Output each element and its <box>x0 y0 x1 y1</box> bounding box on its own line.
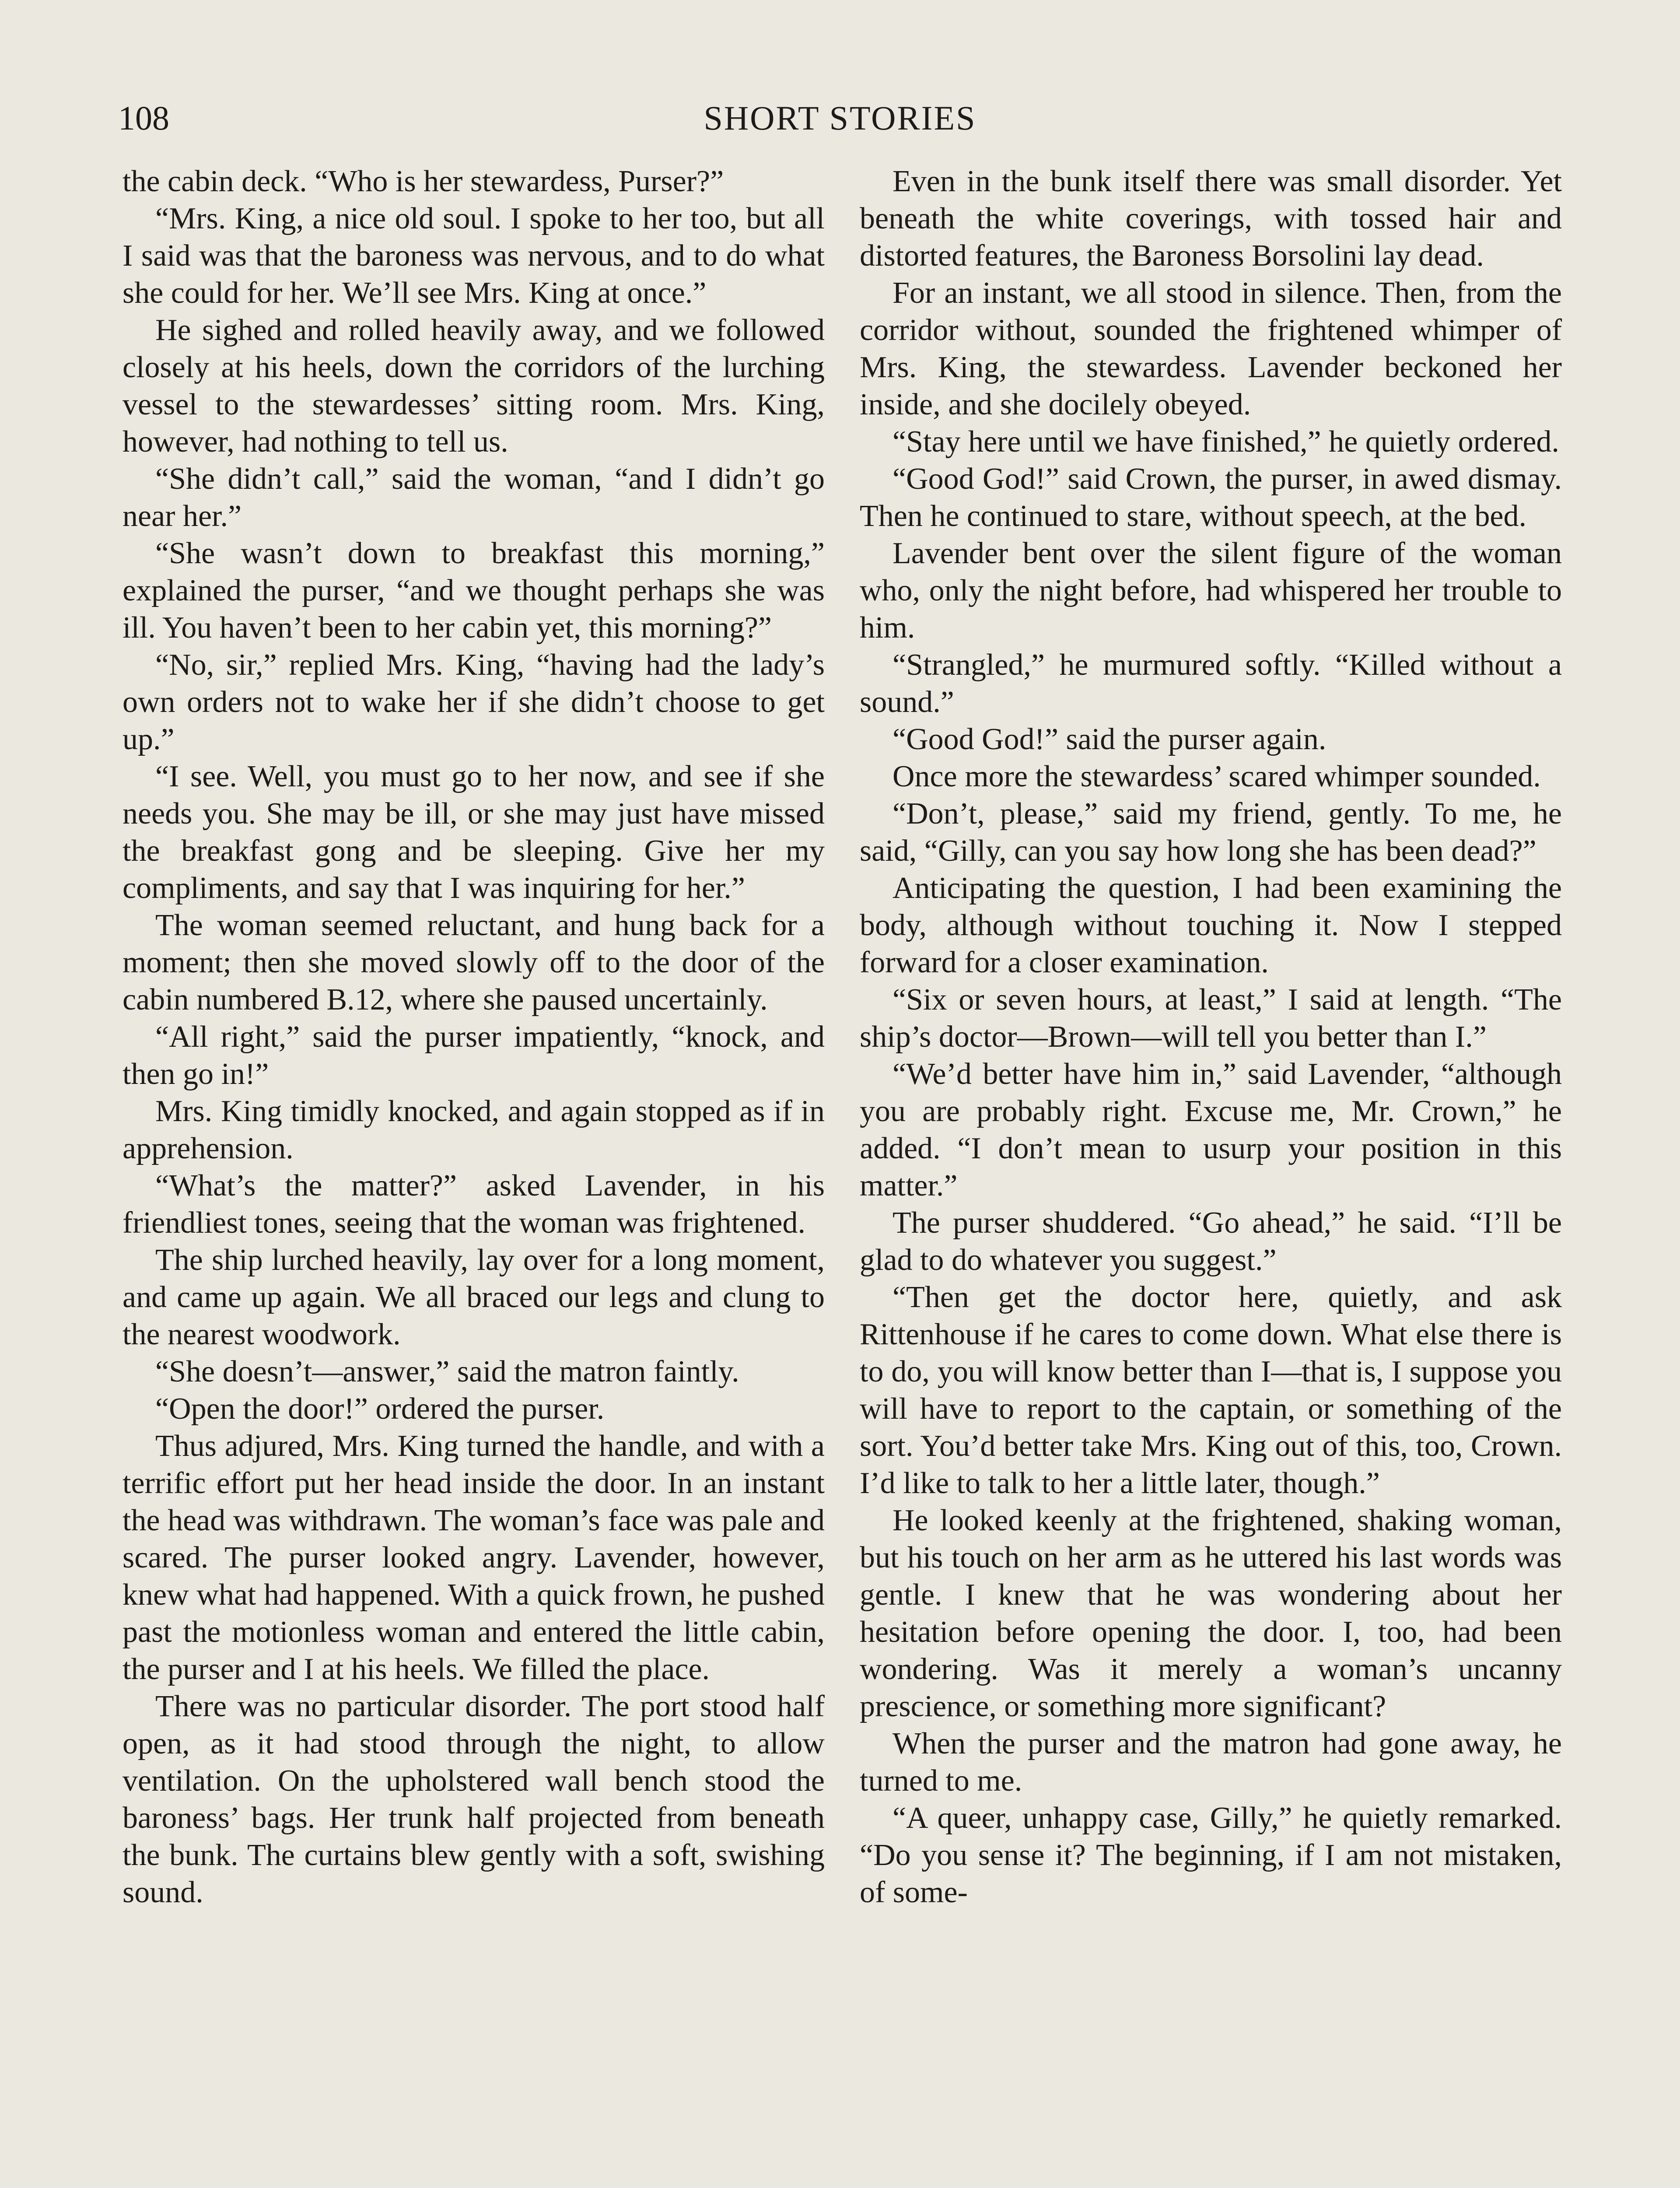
paragraph: Thus adjured, Mrs. King turned the handle, and with a terrific effort put her head inside the door. In an instant the head was withdrawn. The woman’s face was pale and scared. The purser looked angry. Lavender, however, knew what had happened. With a quick frown, he pushed past the motionless woman and entered the little cabin, the purser and I at his heels. We filled the place. <box>122 1429 825 1686</box>
paragraph: He looked keenly at the frightened, shaking woman, but his touch on her arm as he uttered his last words was gentle. I knew that he was wondering about her hesitation before opening the door. I, too, had been wondering. Was it merely a woman’s uncanny prescience, or something more significant? <box>860 1504 1562 1723</box>
paragraph: “Mrs. King, a nice old soul. I spoke to her too, but all I said was that the baroness was nervous, and to do what she could for her. We’ll see Mrs. King at once.” <box>122 202 825 310</box>
paragraph: “Six or seven hours, at least,” I said at length. “The ship’s doctor—Brown—will tell you better than I.” <box>860 983 1562 1054</box>
paragraph: “She didn’t call,” said the woman, “and I didn’t go near her.” <box>122 462 825 533</box>
paragraph: “She wasn’t down to breakfast this morning,” explained the purser, “and we thought perhaps she was ill. You haven’t been to her cabin yet, this morning?” <box>122 536 825 645</box>
paragraph: “Stay here until we have finished,” he quietly ordered. <box>892 425 1559 459</box>
paragraph: “We’d better have him in,” said Lavender, “although you are probably right. Excuse me, Mr. Crown,” he added. “I don’t mean to usurp your position in this matter.” <box>860 1057 1562 1203</box>
paragraph: Lavender bent over the silent figure of the woman who, only the night before, had whispered her trouble to him. <box>860 536 1562 645</box>
left-column <box>122 163 825 1911</box>
paragraph: “A queer, unhappy case, Gilly,” he quietly remarked. “Do you sense it? The beginning, if I am not mistaken, of some- <box>860 1801 1562 1909</box>
paragraph: “Open the door!” ordered the purser. <box>155 1392 605 1426</box>
right-column <box>860 163 1562 1911</box>
paragraph: “Good God!” said the purser again. <box>892 722 1326 756</box>
paragraph: “Then get the doctor here, quietly, and ask Rittenhouse if he cares to come down. What else there is to do, you will know better than I—that is, I suppose you will have to report to the captain, or something of the sort. You’d better take Mrs. King out of this, too, Crown. I’d like to talk to her a little later, though.” <box>860 1280 1562 1500</box>
page-number: 108 <box>118 99 169 137</box>
paragraph: When the purser and the matron had gone away, he turned to me. <box>860 1727 1562 1798</box>
paragraph: “What’s the matter?” asked Lavender, in his friendliest tones, seeing that the woman was frightened. <box>122 1169 825 1240</box>
paragraph: The purser shuddered. “Go ahead,” he said. “I’ll be glad to do whatever you suggest.” <box>860 1206 1562 1277</box>
paragraph: There was no particular disorder. The port stood half open, as it had stood through the night, to allow ventilation. On the upholstered wall bench stood the baroness’ bags. Her trunk half projected from beneath the bunk. The curtains blew gently with a soft, swishing sound. <box>122 1690 825 1909</box>
running-title: SHORT STORIES <box>704 99 976 137</box>
paragraph: Once more the stewardess’ scared whimper sounded. <box>892 760 1541 793</box>
paragraph: “I see. Well, you must go to her now, and see if she needs you. She may be ill, or she may just have missed the breakfast gong and be sleeping. Give her my compliments, and say that I was inquiring for her.” <box>122 760 825 905</box>
page-header <box>118 98 1562 138</box>
paragraph: the cabin deck. “Who is her stewardess, Purser?” <box>122 165 724 198</box>
paragraph: The ship lurched heavily, lay over for a long moment, and came up again. We all braced our legs and clung to the nearest woodwork. <box>122 1243 825 1351</box>
paragraph: Anticipating the question, I had been examining the body, although without touching it. Now I stepped forward for a closer examination. <box>860 871 1562 979</box>
paragraph: He sighed and rolled heavily away, and we followed closely at his heels, down the corridors of the lurching vessel to the stewardesses’ sitting room. Mrs. King, however, had nothing to tell us. <box>122 313 825 459</box>
paragraph: “She doesn’t—answer,” said the matron faintly. <box>155 1355 739 1389</box>
paragraph: Even in the bunk itself there was small disorder. Yet beneath the white coverings, with tossed hair and distorted features, the Baroness Borsolini lay dead. <box>860 165 1562 273</box>
paragraph: “All right,” said the purser impatiently, “knock, and then go in!” <box>122 1020 825 1091</box>
paragraph: “Don’t, please,” said my friend, gently. To me, he said, “Gilly, can you say how long she has been dead?” <box>860 797 1562 868</box>
paragraph: “No, sir,” replied Mrs. King, “having had the lady’s own orders not to wake her if she didn’t choose to get up.” <box>122 648 825 756</box>
paragraph: For an instant, we all stood in silence. Then, from the corridor without, sounded the frightened whimper of Mrs. King, the stewardess. Lavender beckoned her inside, and she docilely obeyed. <box>860 276 1562 421</box>
paragraph: The woman seemed reluctant, and hung back for a moment; then she moved slowly off to the door of the cabin numbered B.12, where she paused uncertainly. <box>122 908 825 1017</box>
paragraph: “Strangled,” he murmured softly. “Killed without a sound.” <box>860 648 1562 719</box>
paragraph: Mrs. King timidly knocked, and again stopped as if in apprehension. <box>122 1094 825 1165</box>
paragraph: “Good God!” said Crown, the purser, in awed dismay. Then he continued to stare, without speech, at the bed. <box>860 462 1562 533</box>
